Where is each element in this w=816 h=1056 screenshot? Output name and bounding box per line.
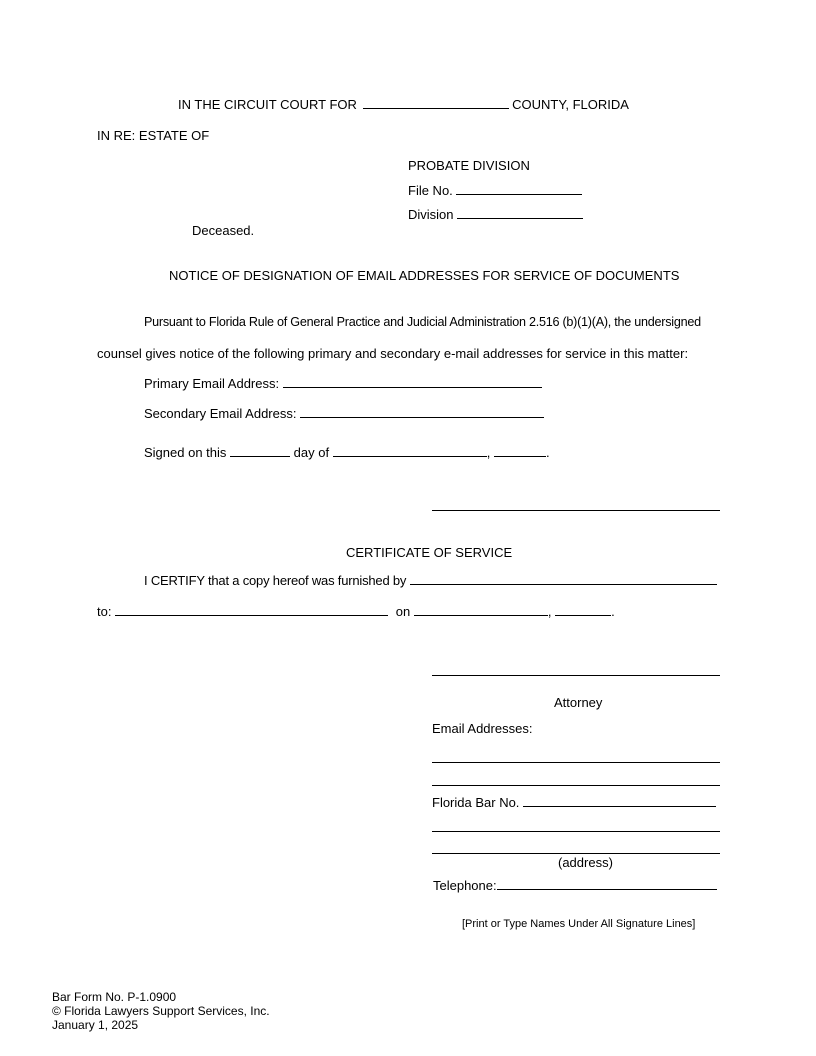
telephone-label: Telephone: [433,878,497,893]
signed-day-blank[interactable] [230,445,290,457]
footer-form-no: Bar Form No. P-1.0900 [52,990,177,1004]
secondary-email-blank[interactable] [300,406,544,418]
signed-month-blank[interactable] [333,445,487,457]
primary-email-label: Primary Email Address: [144,376,280,391]
primary-email-line [144,376,542,391]
email-address-line-1[interactable] [432,762,720,763]
county-blank[interactable] [363,97,509,109]
served-period: . [611,604,615,619]
served-comma: , [547,604,552,619]
attorney-label: Attorney [554,695,603,710]
certify-text: I CERTIFY that a copy hereof was furnished by [144,573,407,588]
florida-bar-label: Florida Bar No. [432,795,520,810]
notice-paragraph-line-2: counsel gives notice of the following primary and secondary e-mail addresses for service in this matter: [97,346,689,361]
email-address-line-2[interactable] [432,785,720,786]
division-label: Division [408,207,454,222]
deceased-label: Deceased. [192,223,255,238]
certify-line [144,573,717,588]
secondary-email-label: Secondary Email Address: [144,406,297,421]
notice-paragraph-line-1: Pursuant to Florida Rule of General Practice and Judicial Administration 2.516 (b)(1)(A), the undersigned [144,315,701,329]
division-blank[interactable] [457,207,583,219]
served-to-line [97,604,615,619]
footer-copyright: © Florida Lawyers Support Services, Inc. [52,1004,270,1018]
court-caption-line [178,97,629,112]
court-prefix: IN THE CIRCUIT COURT FOR [178,97,357,112]
address-line-2[interactable] [432,853,720,854]
served-to-blank[interactable] [115,604,388,616]
signed-comma: , [486,445,491,460]
file-no-blank[interactable] [456,183,582,195]
signed-on-line [144,445,550,460]
served-date-blank[interactable] [414,604,548,616]
to-label: to: [97,604,112,619]
certificate-title: CERTIFICATE OF SERVICE [346,545,513,560]
probate-division-label: PROBATE DIVISION [408,158,530,173]
file-no-line [408,183,582,198]
notice-signature-line[interactable] [432,510,720,511]
furnished-by-blank[interactable] [410,573,717,585]
secondary-email-line [144,406,544,421]
in-re-estate-label: IN RE: ESTATE OF [97,128,210,143]
signed-day-of: day of [293,445,330,460]
primary-email-blank[interactable] [283,376,542,388]
florida-bar-line [432,795,716,810]
file-no-label: File No. [408,183,453,198]
print-names-note: [Print or Type Names Under All Signature Lines] [462,918,696,930]
on-label: on [395,604,411,619]
address-label: (address) [558,855,613,870]
telephone-line [433,878,717,893]
division-line [408,207,583,222]
florida-bar-blank[interactable] [523,795,716,807]
email-addresses-label: Email Addresses: [432,721,533,736]
attorney-signature-line[interactable] [432,675,720,676]
signed-year-blank[interactable] [494,445,546,457]
notice-title: NOTICE OF DESIGNATION OF EMAIL ADDRESSES FOR SERVICE OF DOCUMENTS [169,268,680,283]
signed-prefix: Signed on this [144,445,227,460]
court-suffix: COUNTY, FLORIDA [512,97,629,112]
address-line-1[interactable] [432,831,720,832]
footer-date: January 1, 2025 [52,1018,139,1032]
served-year-blank[interactable] [555,604,611,616]
telephone-blank[interactable] [497,878,717,890]
signed-period: . [545,445,550,460]
